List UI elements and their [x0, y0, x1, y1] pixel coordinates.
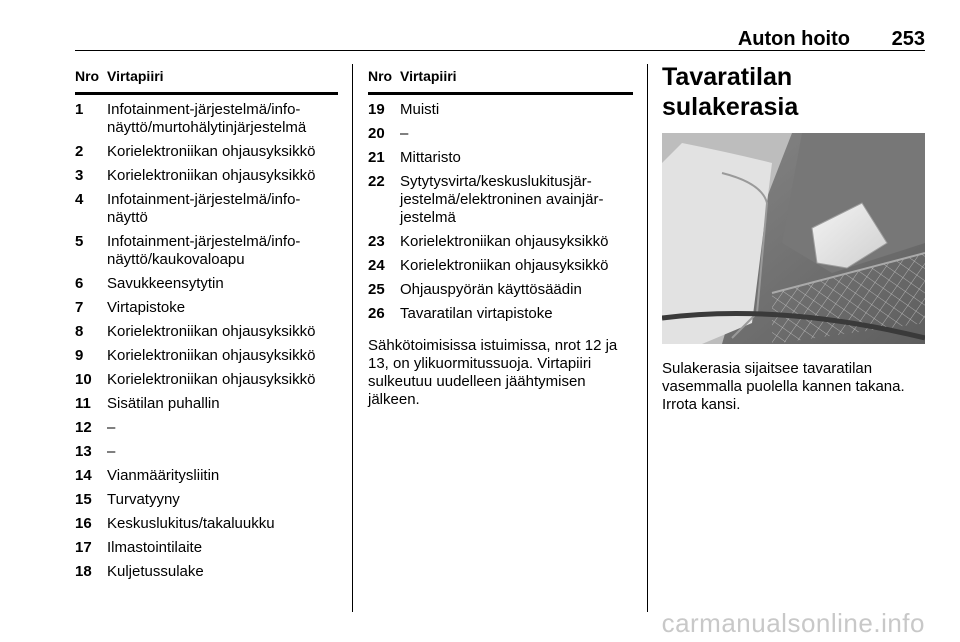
table-row — [75, 275, 338, 293]
circuit-name: Korielektroniikan ohjausyksikkö — [107, 323, 316, 340]
circuit-name: Tavaratilan virtapistoke — [400, 305, 553, 322]
fuse-number: 16 — [75, 515, 92, 532]
circuit-name: Virtapistoke — [107, 299, 186, 316]
circuit-name: Infotainment-järjestelmä/info-näyttö/kaukovaloapu — [107, 233, 301, 268]
table-row — [368, 305, 633, 323]
circuit-name: – — [107, 419, 116, 436]
table-row — [75, 323, 338, 341]
circuit-name: Korielektroniikan ohjausyksikkö — [107, 167, 316, 184]
circuit-name: Vianmääritysliitin — [107, 467, 220, 484]
fuse-number: 3 — [75, 167, 84, 184]
fuse-table-right — [368, 64, 633, 409]
circuit-name: Ilmastointilaite — [107, 539, 203, 556]
circuit-name: Mittaristo — [400, 149, 461, 166]
table-row — [75, 539, 338, 557]
table-row — [368, 173, 633, 227]
table-row — [75, 491, 338, 509]
table-header — [368, 64, 633, 95]
fuse-table-left — [75, 64, 338, 581]
table-row — [75, 167, 338, 185]
fuse-number: 23 — [368, 233, 385, 250]
fuse-number: 5 — [75, 233, 84, 250]
trunk-fuse-section — [662, 64, 925, 414]
column-header-nro: Nro — [368, 68, 393, 84]
fuse-number: 8 — [75, 323, 84, 340]
fuse-number: 1 — [75, 101, 84, 118]
circuit-name: – — [400, 125, 409, 142]
header-section-title: Auton hoito — [737, 28, 850, 50]
table-body-right — [368, 101, 633, 323]
circuit-name: Ohjauspyörän käyttösäädin — [400, 281, 582, 298]
table-row — [368, 281, 633, 299]
column-divider — [647, 64, 648, 612]
circuit-name: Korielektroniikan ohjausyksikkö — [400, 233, 609, 250]
table-row — [368, 149, 633, 167]
table-row — [75, 563, 338, 581]
table-body-left — [75, 101, 338, 581]
fuse-number: 15 — [75, 491, 92, 508]
table-row — [368, 257, 633, 275]
fuse-number: 24 — [368, 257, 385, 274]
table-row — [75, 467, 338, 485]
fuse-number: 17 — [75, 539, 92, 556]
circuit-name: Korielektroniikan ohjausyksikkö — [107, 143, 316, 160]
fuse-number: 12 — [75, 419, 92, 436]
circuit-name: Sisätilan puhallin — [107, 395, 220, 412]
table-row — [368, 125, 633, 143]
watermark-text: carmanualsonline.info — [661, 608, 925, 638]
circuit-name: Korielektroniikan ohjausyksikkö — [107, 371, 316, 388]
fuse-number: 6 — [75, 275, 84, 292]
fuse-number: 4 — [75, 191, 84, 208]
table-row — [75, 101, 338, 137]
circuit-name: Korielektroniikan ohjausyksikkö — [107, 347, 316, 364]
table-row — [368, 233, 633, 251]
circuit-name: – — [107, 443, 116, 460]
circuit-name: Muisti — [400, 101, 440, 118]
fuse-number: 10 — [75, 371, 92, 388]
column-header-nro: Nro — [75, 68, 100, 84]
column-header-circuit: Virtapiiri — [400, 68, 457, 84]
circuit-name: Turvatyyny — [107, 491, 180, 508]
table-row — [75, 299, 338, 317]
table-row — [75, 515, 338, 533]
circuit-name: Infotainment-järjestelmä/info-näyttö/murtohälytinjärjestelmä — [107, 101, 307, 136]
table-row — [75, 371, 338, 389]
fuse-number: 2 — [75, 143, 84, 160]
fuse-number: 20 — [368, 125, 385, 142]
circuit-name: Sytytysvirta/keskuslukitusjär-jestelmä/elektroninen avainjär-jestelmä — [400, 173, 604, 226]
circuit-name: Keskuslukitus/takaluukku — [107, 515, 275, 532]
fuse-box-description: Sulakerasia sijaitsee tavaratilan vasemmalla puolella kannen takana. Irrota kansi. — [662, 360, 905, 413]
circuit-name: Kuljetussulake — [107, 563, 204, 580]
fuse-number: 18 — [75, 563, 92, 580]
fuse-number: 9 — [75, 347, 84, 364]
overload-note: Sähkötoimisissa istuimissa, nrot 12 ja 13, on ylikuormitussuoja. Virtapiiri sulkeutuu uudelleen jäähtymisen jälkeen. — [368, 337, 618, 408]
column-header-circuit: Virtapiiri — [107, 68, 164, 84]
trunk-fuse-box-photo — [662, 133, 925, 344]
table-row — [75, 143, 338, 161]
fuse-number: 14 — [75, 467, 92, 484]
fuse-number: 11 — [75, 395, 91, 412]
fuse-number: 25 — [368, 281, 385, 298]
table-row — [75, 395, 338, 413]
table-row — [75, 233, 338, 269]
fuse-number: 21 — [368, 149, 385, 166]
table-header — [75, 64, 338, 95]
fuse-number: 22 — [368, 173, 385, 190]
column-divider — [352, 64, 353, 612]
fuse-number: 13 — [75, 443, 92, 460]
circuit-name: Savukkeensytytin — [107, 275, 224, 292]
fuse-number: 7 — [75, 299, 84, 316]
section-title: Tavaratilan sulakerasia — [662, 63, 799, 121]
page-header — [75, 26, 925, 51]
table-row — [75, 347, 338, 365]
circuit-name: Infotainment-järjestelmä/info-näyttö — [107, 191, 301, 226]
table-row — [75, 419, 338, 437]
fuse-number: 26 — [368, 305, 385, 322]
circuit-name: Korielektroniikan ohjausyksikkö — [400, 257, 609, 274]
page-number: 253 — [891, 28, 925, 50]
table-row — [75, 443, 338, 461]
table-row — [75, 191, 338, 227]
table-row — [368, 101, 633, 119]
fuse-number: 19 — [368, 101, 385, 118]
